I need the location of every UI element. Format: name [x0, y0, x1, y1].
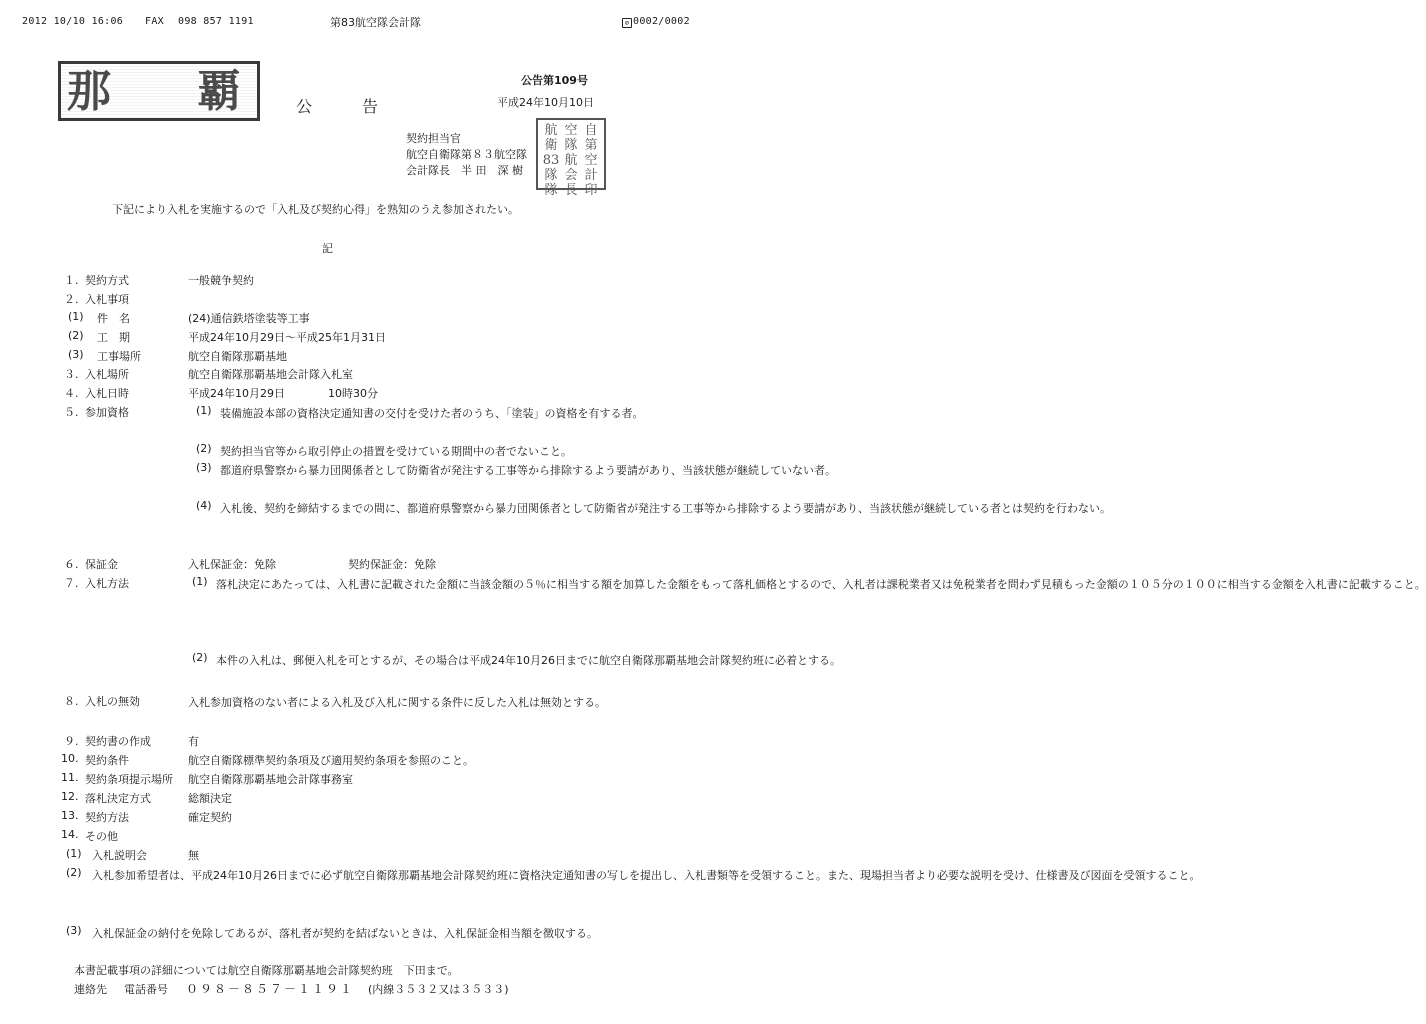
- item-10-value: 航空自衛隊標準契約条項及び適用契約条項を参照のこと。: [188, 754, 474, 767]
- item-2-3-value: 航空自衛隊那覇基地: [188, 350, 287, 363]
- item-4-label: 入札日時: [85, 387, 129, 400]
- seal-char: 空: [564, 123, 578, 138]
- naha-stamp-char-2: 覇: [197, 66, 241, 117]
- title-char-1: 公: [296, 97, 313, 116]
- item-14-label: その他: [85, 830, 118, 843]
- fax-number: 098 857 1191: [178, 16, 254, 27]
- item-12-value: 総額決定: [188, 792, 232, 805]
- fax-datetime: 2012 10/10 16:06: [22, 16, 124, 27]
- item-9-value: 有: [188, 735, 199, 748]
- item-6-contract-bond: 契約保証金：免除: [348, 558, 436, 571]
- item-6-no: ６.: [64, 558, 79, 571]
- item-14-1-no: (1): [66, 847, 82, 860]
- item-7-label: 入札方法: [85, 577, 129, 590]
- item-2-label: 入札事項: [85, 293, 129, 306]
- intro-text: 下記により入札を実施するので「入札及び契約心得」を熟知のうえ参加されたい。: [112, 203, 519, 216]
- item-5-3-text: 都道府県警察から暴力団関係者として防衛省が発注する工事等から排除するよう要請があり、当該状態が継続していない者。: [220, 464, 836, 477]
- item-5-4-no: (4): [196, 499, 212, 512]
- item-13-value: 確定契約: [188, 811, 232, 824]
- item-3-value: 航空自衛隊那覇基地会計隊入札室: [188, 368, 353, 381]
- item-2-no: ２.: [64, 293, 79, 306]
- item-5-2-text: 契約担当官等から取引停止の措置を受けている期間中の者でないこと。: [220, 445, 572, 458]
- official-title: 契約担当官: [406, 132, 461, 145]
- item-2-1-no: (1): [68, 310, 84, 323]
- item-7-1-no: (1): [192, 575, 208, 588]
- item-2-3-no: (3): [68, 348, 84, 361]
- item-2-1-value: (24)通信鉄塔塗装等工事: [188, 312, 310, 325]
- naha-stamp-char-1: 那: [67, 66, 111, 117]
- item-5-1-no: (1): [196, 404, 212, 417]
- seal-char: 83: [542, 153, 560, 168]
- seal-char: 自: [584, 123, 598, 138]
- item-1-value: 一般競争契約: [188, 274, 254, 287]
- seal-char: 隊: [544, 168, 558, 183]
- contact-extension: (内線３５３２又は３５３３): [368, 983, 509, 996]
- seal-char: 衛: [544, 138, 558, 153]
- official-name: 会計隊長 半 田 深 樹: [406, 164, 523, 177]
- item-5-4-text: 入札後、契約を締結するまでの間に、都道府県警察から暴力団関係者として防衛省が発注する工事等から排除するよう要請があり、当該状態が継続している者とは契約を行わない。: [220, 502, 1111, 515]
- item-14-3-no: (3): [66, 924, 82, 937]
- item-1-no: １.: [64, 274, 79, 287]
- fax-page-count: 0002/0002: [633, 16, 690, 27]
- item-6-bid-bond: 入札保証金：免除: [188, 558, 276, 571]
- official-seal: [536, 118, 606, 198]
- item-11-value: 航空自衛隊那覇基地会計隊事務室: [188, 773, 353, 786]
- item-5-3-no: (3): [196, 461, 212, 474]
- item-4-no: ４.: [64, 387, 79, 400]
- item-4-date: 平成24年10月29日: [188, 387, 285, 400]
- contact-label: 連絡先: [74, 983, 107, 996]
- item-9-no: ９.: [64, 735, 79, 748]
- item-10-no: 10.: [61, 752, 79, 765]
- seal-char: 印: [584, 183, 598, 198]
- item-14-2-text: 入札参加希望者は、平成24年10月26日までに必ず航空自衛隊那覇基地会計隊契約班に資格決定通知書の写しを提出し、入札書類等を受領すること。また、現場担当者より必要な説明を受け、仕様書及び図面を受領すること。: [92, 869, 1201, 882]
- naha-stamp: [58, 61, 260, 121]
- item-8-label: 入札の無効: [85, 695, 140, 708]
- seal-char: 長: [564, 183, 578, 198]
- seal-char: 隊: [544, 183, 558, 198]
- item-7-2-text: 本件の入札は、郵便入札を可とするが、その場合は平成24年10月26日までに航空自衛隊那覇基地会計隊契約班に必着とする。: [216, 654, 841, 667]
- closing-text: 本書記載事項の詳細については航空自衛隊那覇基地会計隊契約班 下田まで。: [74, 964, 459, 977]
- item-1-label: 契約方式: [85, 274, 129, 287]
- seal-char: 会: [564, 168, 578, 183]
- item-11-no: 11.: [61, 771, 79, 784]
- item-7-no: ７.: [64, 577, 79, 590]
- item-2-2-no: (2): [68, 329, 84, 342]
- fax-page-number: [622, 16, 690, 28]
- title-char-2: 告: [362, 97, 379, 116]
- seal-char: 第: [584, 138, 598, 153]
- official-unit: 航空自衛隊第８３航空隊: [406, 148, 527, 161]
- item-14-no: 14.: [61, 828, 79, 841]
- item-2-1-label: 件 名: [97, 312, 130, 325]
- notice-number: 公告第109号: [521, 74, 588, 87]
- item-5-no: ５.: [64, 406, 79, 419]
- item-4-time: 10時30分: [328, 387, 378, 400]
- item-2-2-label: 工 期: [97, 331, 130, 344]
- seal-char: 航: [544, 123, 558, 138]
- contact-phone-label: 電話番号: [124, 983, 168, 996]
- item-7-2-no: (2): [192, 651, 208, 664]
- item-3-label: 入札場所: [85, 368, 129, 381]
- item-5-2-no: (2): [196, 442, 212, 455]
- ki-heading: 記: [322, 242, 333, 255]
- item-7-1-text: 落札決定にあたっては、入札書に記載された金額に当該金額の５％に相当する額を加算した金額をもって落札価格とするので、入札者は課税業者又は免税業者を問わず見積もった金額の１０５分の１００に相当する金額を入札書に記載すること。: [216, 578, 1426, 591]
- item-2-3-label: 工事場所: [97, 350, 141, 363]
- seal-char: 航: [564, 153, 578, 168]
- notice-date: 平成24年10月10日: [497, 96, 594, 109]
- item-14-2-no: (2): [66, 866, 82, 879]
- item-5-1-text: 装備施設本部の資格決定通知書の交付を受けた者のうち、「塗装」の資格を有する者。: [220, 407, 644, 420]
- item-2-2-value: 平成24年10月29日～平成25年1月31日: [188, 331, 386, 344]
- fax-label: FAX: [145, 16, 164, 27]
- item-8-value: 入札参加資格のない者による入札及び入札に関する条件に反した入札は無効とする。: [188, 696, 606, 709]
- fax-sender: 第83航空隊会計隊: [330, 16, 421, 29]
- item-14-1-label: 入札説明会: [92, 849, 147, 862]
- item-12-label: 落札決定方式: [85, 792, 151, 805]
- fax-page-icon: ⊘: [622, 18, 632, 28]
- item-14-3-text: 入札保証金の納付を免除してあるが、落札者が契約を結ばないときは、入札保証金相当額を徴収する。: [92, 927, 598, 940]
- item-6-label: 保証金: [85, 558, 118, 571]
- item-3-no: ３.: [64, 368, 79, 381]
- contact-phone: ０９８－８５７－１１９１: [186, 982, 355, 996]
- item-13-label: 契約方法: [85, 811, 129, 824]
- item-13-no: 13.: [61, 809, 79, 822]
- item-8-no: ８.: [64, 695, 79, 708]
- item-14-1-value: 無: [188, 849, 199, 862]
- seal-char: 計: [584, 168, 598, 183]
- item-10-label: 契約条件: [85, 754, 129, 767]
- item-12-no: 12.: [61, 790, 79, 803]
- item-9-label: 契約書の作成: [85, 735, 151, 748]
- seal-char: 空: [584, 153, 598, 168]
- item-5-label: 参加資格: [85, 406, 129, 419]
- item-11-label: 契約条項提示場所: [85, 773, 173, 786]
- seal-char: 隊: [564, 138, 578, 153]
